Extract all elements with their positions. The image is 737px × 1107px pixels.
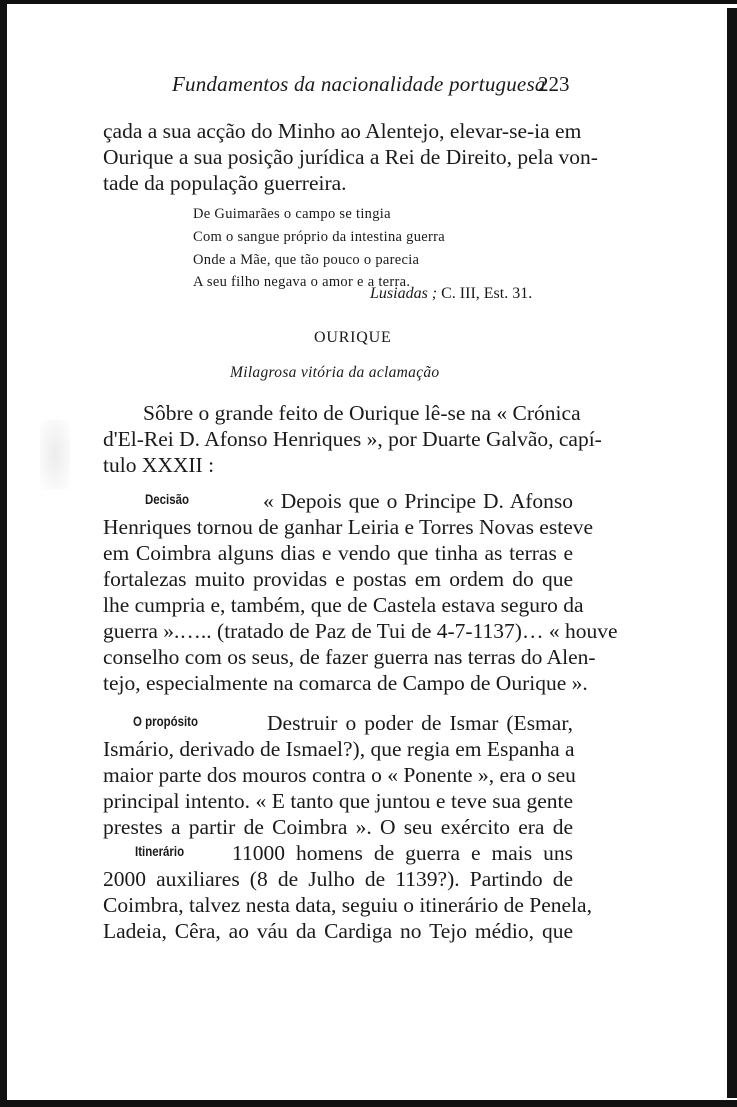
para3-line-5-text: prestes a partir de Coimbra ». O seu exército era de bbox=[103, 815, 573, 839]
scan-border-right bbox=[727, 8, 737, 1098]
para3-line-2 bbox=[103, 736, 573, 762]
intro-line-1 bbox=[103, 118, 582, 144]
scan-border-top bbox=[0, 0, 737, 4]
para3-line-7-text: 2000 auxiliares (8 de Julho de 1139?). Partindo de bbox=[103, 867, 573, 891]
para2-line-7-text: conselho com os seus, de fazer guerra nas terras do Alen- bbox=[103, 645, 596, 669]
section-heading: OURIQUE bbox=[314, 329, 392, 346]
para2-line-1-text: « Depois que o Principe D. Afonso bbox=[263, 489, 573, 513]
para2-line-2-text: Henriques tornou de ganhar Leiria e Torres Novas esteve bbox=[103, 515, 594, 539]
intro-line-2 bbox=[103, 144, 598, 170]
para1-line-2 bbox=[103, 426, 602, 452]
page-number: 223 bbox=[538, 72, 570, 96]
para2-line-3-text: em Coimbra alguns dias e vendo que tinha as terras e bbox=[103, 541, 573, 565]
poem-line-4: A seu filho negava o amor e a terra. bbox=[193, 274, 411, 290]
paper-smudge bbox=[40, 420, 70, 490]
para2-line-1 bbox=[263, 488, 573, 514]
para3-line-9-text: Ladeia, Cêra, ao váu da Cardiga no Tejo médio, que bbox=[103, 919, 573, 943]
poem-line-1: De Guimarães o campo se tingia bbox=[193, 206, 391, 222]
poem-source-title: Lusiadas ; bbox=[370, 285, 438, 302]
intro-line-2-text: Ourique a sua posição jurídica a Rei de Direito, pela von- bbox=[103, 145, 598, 169]
para2-line-6-text: guerra ».….. (tratado de Paz de Tui de 4-7-1137)… « houve bbox=[103, 619, 618, 643]
para1-line-2-text: d'El-Rei D. Afonso Henriques », por Duarte Galvão, capí- bbox=[103, 427, 602, 451]
para3-line-6 bbox=[232, 840, 573, 866]
para2-line-6 bbox=[103, 618, 618, 644]
para3-line-8-text: Coimbra, talvez nesta data, seguiu o itinerário de Penela, bbox=[103, 893, 592, 917]
para3-line-7 bbox=[103, 866, 573, 892]
para2-line-7 bbox=[103, 644, 596, 670]
para2-line-8 bbox=[103, 670, 588, 696]
poem-line-2: Com o sangue próprio da intestina guerra bbox=[193, 229, 445, 245]
poem-line-3: Onde a Mãe, que tão pouco o parecia bbox=[193, 252, 420, 268]
para1-line-3: tulo XXXII : bbox=[103, 453, 215, 477]
para3-line-1 bbox=[267, 710, 573, 736]
poem-attribution bbox=[370, 285, 532, 303]
intro-line-1-text: çada a sua acção do Minho ao Alentejo, elevar-se-ia em bbox=[103, 119, 582, 143]
para3-line-3-text: maior parte dos mouros contra o « Ponente », era o seu bbox=[103, 763, 576, 787]
para2-line-4-text: fortalezas muito providas e postas em ordem do que bbox=[103, 567, 573, 591]
scan-border-bottom bbox=[0, 1100, 737, 1107]
scan-border-left bbox=[0, 0, 7, 1107]
para1-line-1-text: Sôbre o grande feito de Ourique lê-se na « Crónica bbox=[143, 401, 581, 425]
para2-line-8-text: tejo, especialmente na comarca de Campo de Ourique ». bbox=[103, 671, 588, 695]
para2-line-4 bbox=[103, 566, 573, 592]
para3-line-8 bbox=[103, 892, 592, 918]
intro-line-3: tade da população guerreira. bbox=[103, 171, 347, 195]
para3-line-9 bbox=[103, 918, 573, 944]
margin-note-decisao: Decisão bbox=[145, 492, 190, 507]
para3-line-5 bbox=[103, 814, 573, 840]
margin-note-itinerario: Itinerário bbox=[135, 844, 185, 859]
para2-line-2 bbox=[103, 514, 594, 540]
section-subtitle: Milagrosa vitória da aclamação bbox=[230, 364, 440, 381]
para1-line-1 bbox=[143, 400, 581, 426]
para3-line-6-text: 11000 homens de guerra e mais uns bbox=[232, 841, 573, 865]
para2-line-5-text: lhe cumpria e, também, que de Castela estava seguro da bbox=[103, 593, 584, 617]
para3-line-4-text: principal intento. « E tanto que juntou e teve sua gente bbox=[103, 789, 573, 813]
para3-line-3 bbox=[103, 762, 576, 788]
poem-source-ref: C. III, Est. 31. bbox=[441, 285, 533, 302]
margin-note-proposito: O propósito bbox=[133, 714, 199, 729]
para3-line-4 bbox=[103, 788, 573, 814]
running-title: Fundamentos da nacionalidade portuguesa bbox=[172, 72, 546, 96]
para2-line-5 bbox=[103, 592, 584, 618]
para3-line-1-text: Destruir o poder de Ismar (Esmar, bbox=[267, 711, 573, 735]
para2-line-3 bbox=[103, 540, 573, 566]
para3-line-2-text: Ismário, derivado de Ismael?), que regia em Espanha a bbox=[103, 737, 575, 761]
